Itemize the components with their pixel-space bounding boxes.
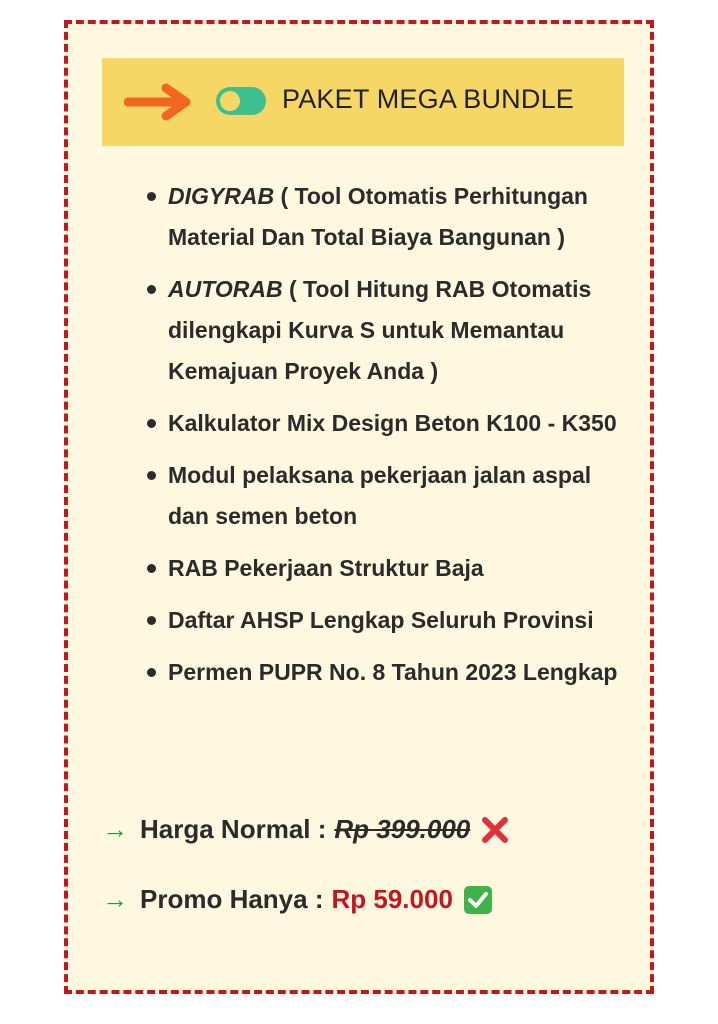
- check-mark-icon: [463, 885, 493, 915]
- right-arrow-icon: [124, 82, 192, 122]
- bundle-banner: [102, 58, 624, 146]
- list-item: AUTORAB ( Tool Hitung RAB Otomatis dilengkapi Kurva S untuk Memantau Kemajuan Proyek Anda ): [168, 269, 628, 392]
- feature-list: [168, 176, 628, 704]
- toggle-on-icon: [215, 86, 267, 116]
- right-arrow-icon: →: [102, 884, 128, 914]
- normal-price-row: [102, 814, 510, 845]
- normal-price-label: Harga Normal :: [140, 814, 327, 844]
- bundle-card: [64, 20, 654, 994]
- normal-price-value: Rp 399.000: [334, 814, 471, 844]
- list-item: Kalkulator Mix Design Beton K100 - K350: [168, 403, 628, 444]
- right-arrow-icon: →: [102, 814, 128, 844]
- list-item: Permen PUPR No. 8 Tahun 2023 Lengkap: [168, 652, 628, 693]
- list-item: Modul pelaksana pekerjaan jalan aspal dan semen beton: [168, 455, 628, 537]
- list-item: Daftar AHSP Lengkap Seluruh Provinsi: [168, 600, 628, 641]
- promo-price-value: Rp 59.000: [331, 884, 453, 914]
- list-item: RAB Pekerjaan Struktur Baja: [168, 548, 628, 589]
- bundle-title: PAKET MEGA BUNDLE: [282, 84, 574, 114]
- promo-price-row: [102, 884, 493, 915]
- promo-price-label: Promo Hanya :: [140, 884, 324, 914]
- cross-mark-icon: [480, 815, 510, 845]
- list-item: DIGYRAB ( Tool Otomatis Perhitungan Material Dan Total Biaya Bangunan ): [168, 176, 628, 258]
